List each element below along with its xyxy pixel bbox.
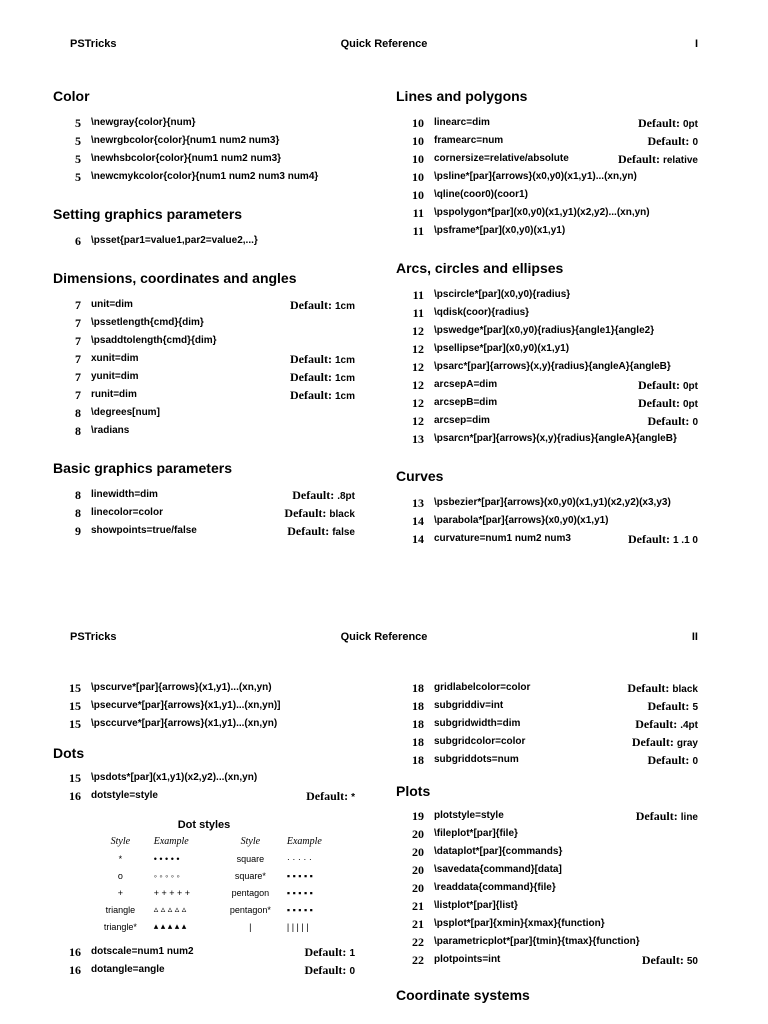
page-ref-number: 12 <box>412 378 424 392</box>
section-title: Arcs, circles and ellipses <box>396 260 564 276</box>
section-title: Lines and polygons <box>396 88 528 104</box>
page-ref-number: 22 <box>412 935 424 949</box>
default-text: 1cm <box>334 355 355 366</box>
page-ref-number: 20 <box>412 863 424 877</box>
command-syntax: \newrgbcolor{color}{num1 num2 num3} <box>91 135 280 146</box>
command-syntax: \listplot*[par]{list} <box>434 900 518 911</box>
default-label: Default: <box>638 116 683 130</box>
command-syntax: \psccurve*[par]{arrows}(x1,y1)...(xn,yn) <box>91 718 278 729</box>
default-text: 0pt <box>683 381 698 392</box>
page-header <box>70 631 698 647</box>
command-syntax: \pspolygon*[par](x0,y0)(x1,y1)(x2,y2)...(xn,yn) <box>434 207 650 218</box>
reference-entry <box>53 296 355 314</box>
dot-styles-title: Dot styles <box>177 819 231 831</box>
page-ref-number: 21 <box>412 899 424 913</box>
default-value <box>290 368 355 388</box>
dot-style-name: | <box>249 921 252 932</box>
command-syntax: subgriddiv=int <box>434 700 504 711</box>
default-label: Default: <box>304 945 350 959</box>
reference-entry <box>396 933 698 951</box>
default-label: Default: <box>647 753 693 767</box>
default-value <box>636 807 698 827</box>
dot-styles-table <box>93 833 355 935</box>
dot-style-name: + <box>117 887 123 898</box>
dot-style-example: + + + + + <box>153 887 191 898</box>
reference-entry <box>53 150 355 168</box>
default-text: 1 .1 0 <box>672 535 698 546</box>
command-syntax: \radians <box>91 425 130 436</box>
reference-entry <box>396 879 698 897</box>
page1-right-column <box>396 86 698 548</box>
default-value <box>647 412 698 432</box>
default-value <box>618 150 698 170</box>
command-syntax: unit=dim <box>91 299 133 310</box>
reference-entry <box>396 412 698 430</box>
page-ref-number: 12 <box>412 360 424 374</box>
default-text: black <box>329 509 355 520</box>
default-text: 0 <box>692 756 698 767</box>
page-ref-number: 14 <box>412 514 424 528</box>
default-value <box>292 486 355 506</box>
dot-style-name: square <box>236 853 265 864</box>
command-syntax: arcsepB=dim <box>434 397 498 408</box>
page-ref-number: 13 <box>412 496 424 510</box>
command-syntax: linecolor=color <box>91 507 163 518</box>
default-label: Default: <box>292 488 338 502</box>
reference-entry <box>396 114 698 132</box>
reference-entry <box>396 186 698 204</box>
reference-entry <box>396 733 698 751</box>
command-syntax: \psecurve*[par]{arrows}(x1,y1)...(xn,yn)] <box>91 700 281 711</box>
reference-entry <box>53 368 355 386</box>
default-value <box>638 376 698 396</box>
reference-entry <box>396 222 698 240</box>
command-syntax: framearc=num <box>434 135 504 146</box>
page-ref-number: 5 <box>75 170 81 184</box>
default-value <box>306 787 355 807</box>
reference-entry <box>53 386 355 404</box>
page-ref-number: 5 <box>75 134 81 148</box>
table-row <box>93 884 355 901</box>
command-syntax: \qline(coor0)(coor1) <box>434 189 528 200</box>
reference-entry <box>396 322 698 340</box>
reference-entry <box>53 522 355 540</box>
reference-entry <box>396 304 698 322</box>
reference-entry <box>53 715 355 733</box>
page-ref-number: 16 <box>69 945 81 959</box>
page-ref-number: 5 <box>75 116 81 130</box>
reference-entry <box>53 961 355 979</box>
command-syntax: \qdisk(coor){radius} <box>434 307 530 318</box>
page-header <box>70 38 698 54</box>
reference-entry <box>396 951 698 969</box>
reference-entry <box>53 332 355 350</box>
command-syntax: \savedata{command}[data] <box>434 864 562 875</box>
default-text: false <box>332 527 355 538</box>
page-ref-number: 8 <box>75 406 81 420</box>
column-header: Example <box>153 836 189 847</box>
default-text: * <box>351 792 355 803</box>
default-label: Default: <box>638 378 683 392</box>
page-ref-number: 7 <box>75 352 81 366</box>
default-text: black <box>672 684 698 695</box>
page-ref-number: 6 <box>75 234 81 248</box>
page-ref-number: 11 <box>412 288 424 302</box>
reference-entry <box>396 150 698 168</box>
command-syntax: \readdata{command}{file} <box>434 882 556 893</box>
page-ref-number: 14 <box>412 532 424 546</box>
page-ref-number: 7 <box>75 316 81 330</box>
command-syntax: \psbezier*[par]{arrows}(x0,y0)(x1,y1)(x2,y2)(x3,y3) <box>434 497 671 508</box>
page-ref-number: 12 <box>412 396 424 410</box>
reference-entry <box>396 358 698 376</box>
page-ref-number: 21 <box>412 917 424 931</box>
reference-entry <box>53 697 355 715</box>
command-syntax: \psline*[par]{arrows}(x0,y0)(x1,y1)...(xn,yn) <box>434 171 637 182</box>
command-syntax: \fileplot*[par]{file} <box>434 828 518 839</box>
command-syntax: subgriddots=num <box>434 754 519 765</box>
reference-entry <box>53 132 355 150</box>
section-title: Dots <box>53 745 85 761</box>
default-text: 1cm <box>334 391 355 402</box>
section-title: Color <box>53 88 90 104</box>
page-ref-number: 8 <box>75 488 81 502</box>
command-syntax: \pssetlength{cmd}{dim} <box>91 317 204 328</box>
dot-style-example: ▪ ▪ ▪ ▪ ▪ <box>286 904 313 915</box>
command-syntax: \pscircle*[par](x0,y0){radius} <box>434 289 571 300</box>
page-2 <box>0 590 768 1024</box>
reference-entry <box>53 350 355 368</box>
page-ref-number: 20 <box>412 827 424 841</box>
page-ref-number: 12 <box>412 342 424 356</box>
reference-entry <box>396 530 698 548</box>
page-ref-number: 9 <box>75 524 81 538</box>
reference-entry <box>396 807 698 825</box>
default-value <box>647 132 698 152</box>
header-left: PSTricks <box>70 631 117 643</box>
command-syntax: \dataplot*[par]{commands} <box>434 846 563 857</box>
header-left: PSTricks <box>70 38 117 50</box>
reference-entry <box>53 314 355 332</box>
reference-entry <box>396 132 698 150</box>
command-syntax: arcsep=dim <box>434 415 490 426</box>
page-ref-number: 7 <box>75 334 81 348</box>
default-value <box>647 697 698 717</box>
command-syntax: \psplot*[par]{xmin}{xmax}{function} <box>434 918 605 929</box>
command-syntax: runit=dim <box>91 389 137 400</box>
page-ref-number: 16 <box>69 963 81 977</box>
command-syntax: subgridcolor=color <box>434 736 526 747</box>
command-syntax: yunit=dim <box>91 371 139 382</box>
page-ref-number: 15 <box>69 717 81 731</box>
header-center: Quick Reference <box>340 38 428 50</box>
reference-entry <box>396 512 698 530</box>
default-value <box>627 679 698 699</box>
default-label: Default: <box>647 414 693 428</box>
default-text: line <box>680 812 698 823</box>
default-value <box>628 530 698 550</box>
default-label: Default: <box>287 524 333 538</box>
column-header: Style <box>110 836 131 847</box>
command-syntax: gridlabelcolor=color <box>434 682 531 693</box>
section-title: Curves <box>396 468 444 484</box>
page-ref-number: 11 <box>412 206 424 220</box>
default-value <box>632 733 698 753</box>
section-title: Coordinate systems <box>396 987 530 1003</box>
default-text: .8pt <box>337 491 355 502</box>
command-syntax: dotscale=num1 num2 <box>91 946 194 957</box>
page-ref-number: 12 <box>412 324 424 338</box>
default-label: Default: <box>304 963 350 977</box>
page-ref-number: 7 <box>75 370 81 384</box>
default-label: Default: <box>635 809 681 823</box>
section-title: Dimensions, coordinates and angles <box>53 270 297 286</box>
default-text: 1 <box>349 948 355 959</box>
default-label: Default: <box>306 789 352 803</box>
page-ref-number: 11 <box>412 306 424 320</box>
command-syntax: linewidth=dim <box>91 489 158 500</box>
page-ref-number: 8 <box>75 506 81 520</box>
default-text: 50 <box>686 956 698 967</box>
page2-right-column <box>396 679 698 1005</box>
reference-entry <box>53 486 355 504</box>
default-label: Default: <box>617 152 663 166</box>
page-ref-number: 18 <box>412 681 424 695</box>
page-ref-number: 10 <box>412 152 424 166</box>
default-label: Default: <box>647 134 693 148</box>
command-syntax: \newgray{color}{num} <box>91 117 196 128</box>
reference-entry <box>396 430 698 448</box>
default-label: Default: <box>289 370 335 384</box>
page-ref-number: 10 <box>412 170 424 184</box>
default-value <box>635 715 698 735</box>
page-ref-number: 10 <box>412 188 424 202</box>
reference-entry <box>53 168 355 186</box>
command-syntax: curvature=num1 num2 num3 <box>434 533 571 544</box>
default-value <box>304 961 355 981</box>
command-syntax: showpoints=true/false <box>91 525 197 536</box>
command-syntax: subgridwidth=dim <box>434 718 521 729</box>
section-title: Plots <box>396 783 431 799</box>
default-value <box>290 386 355 406</box>
reference-entry <box>396 168 698 186</box>
command-syntax: arcsepA=dim <box>434 379 498 390</box>
reference-entry <box>53 679 355 697</box>
default-text: relative <box>662 155 698 166</box>
reference-entry <box>396 697 698 715</box>
dot-style-name: triangle <box>105 904 136 915</box>
command-syntax: cornersize=relative/absolute <box>434 153 569 164</box>
page-ref-number: 7 <box>75 298 81 312</box>
command-syntax: \pswedge*[par](x0,y0){radius}{angle1}{angle2} <box>434 325 655 336</box>
page-ref-number: 15 <box>69 771 81 785</box>
page-ref-number: 16 <box>69 789 81 803</box>
reference-entry <box>396 861 698 879</box>
page-ref-number: 20 <box>412 845 424 859</box>
reference-entry <box>396 715 698 733</box>
dot-style-name: * <box>118 853 123 864</box>
default-label: Default: <box>627 532 673 546</box>
reference-entry <box>396 286 698 304</box>
command-syntax: \psset{par1=value1,par2=value2,...} <box>91 235 258 246</box>
reference-entry <box>396 843 698 861</box>
dot-style-example: ▴ ▴ ▴ ▴ ▴ <box>153 921 187 931</box>
default-text: 1cm <box>334 373 355 384</box>
command-syntax: \parametricplot*[par]{tmin}{tmax}{function} <box>434 936 640 947</box>
page1-left-column <box>53 86 355 540</box>
table-row <box>93 867 355 884</box>
default-label: Default: <box>638 396 683 410</box>
reference-entry <box>53 114 355 132</box>
command-syntax: plotpoints=int <box>434 954 501 965</box>
page-ref-number: 7 <box>75 388 81 402</box>
default-value <box>290 296 355 316</box>
page-ref-number: 19 <box>412 809 424 823</box>
table-row <box>93 918 355 935</box>
command-syntax: \newcmykcolor{color}{num1 num2 num3 num4} <box>91 171 319 182</box>
command-syntax: \psellipse*[par](x0,y0)(x1,y1) <box>434 343 570 354</box>
table-header-row <box>93 833 355 850</box>
column-header: Style <box>240 836 261 847</box>
default-value <box>647 751 698 771</box>
reference-entry <box>396 340 698 358</box>
column-header: Example <box>286 836 322 847</box>
reference-entry <box>53 232 355 250</box>
reference-entry <box>396 897 698 915</box>
default-label: Default: <box>635 717 681 731</box>
page-ref-number: 12 <box>412 414 424 428</box>
header-center: Quick Reference <box>340 631 428 643</box>
default-text: 0 <box>349 966 355 977</box>
page-ref-number: 18 <box>412 735 424 749</box>
default-value <box>638 114 698 134</box>
page2-left-column <box>53 679 355 979</box>
reference-entry <box>396 394 698 412</box>
dot-style-example: • • • • • <box>153 853 180 864</box>
section-title: Setting graphics parameters <box>53 206 243 222</box>
default-text: 0 <box>692 137 698 148</box>
page-ref-number: 15 <box>69 681 81 695</box>
page-ref-number: 15 <box>69 699 81 713</box>
command-syntax: plotstyle=style <box>434 810 504 821</box>
command-syntax: \psframe*[par](x0,y0)(x1,y1) <box>434 225 566 236</box>
command-syntax: dotangle=angle <box>91 964 165 975</box>
dot-style-example: · · · · · <box>286 853 312 864</box>
page-ref-number: 11 <box>412 224 424 238</box>
reference-entry <box>396 376 698 394</box>
header-page-number: II <box>691 631 698 643</box>
default-label: Default: <box>289 298 335 312</box>
dot-style-name: triangle* <box>103 921 137 932</box>
page-ref-number: 10 <box>412 134 424 148</box>
reference-entry <box>53 943 355 961</box>
command-syntax: xunit=dim <box>91 353 139 364</box>
dot-style-example: ▪ ▪ ▪ ▪ ▪ <box>286 887 313 898</box>
default-value <box>284 504 355 524</box>
default-label: Default: <box>627 681 673 695</box>
reference-entry <box>396 751 698 769</box>
default-text: 0 <box>692 417 698 428</box>
default-value <box>638 394 698 414</box>
default-label: Default: <box>284 506 330 520</box>
default-value <box>304 943 355 963</box>
default-label: Default: <box>647 699 693 713</box>
page-ref-number: 10 <box>412 116 424 130</box>
reference-entry <box>396 915 698 933</box>
dot-style-name: square* <box>234 870 266 881</box>
page-ref-number: 13 <box>412 432 424 446</box>
dot-style-name: o <box>117 870 123 881</box>
reference-entry <box>396 825 698 843</box>
default-text: 0pt <box>683 399 698 410</box>
page-ref-number: 18 <box>412 717 424 731</box>
command-syntax: \psdots*[par](x1,y1)(x2,y2)...(xn,yn) <box>91 772 258 783</box>
default-value <box>642 951 698 971</box>
reference-entry <box>396 494 698 512</box>
reference-entry <box>53 787 355 805</box>
command-syntax: dotstyle=style <box>91 790 158 801</box>
default-label: Default: <box>289 352 335 366</box>
table-row <box>93 850 355 867</box>
reference-entry <box>53 404 355 422</box>
page-ref-number: 18 <box>412 753 424 767</box>
command-syntax: \psarc*[par]{arrows}(x,y){radius}{angleA}{angleB} <box>434 361 671 372</box>
section-title: Basic graphics parameters <box>53 460 232 476</box>
page-ref-number: 18 <box>412 699 424 713</box>
page-ref-number: 8 <box>75 424 81 438</box>
header-page-number: I <box>694 38 698 50</box>
dot-style-example: ▵ ▵ ▵ ▵ ▵ <box>153 904 187 914</box>
default-text: gray <box>676 738 698 749</box>
default-text: 1cm <box>334 301 355 312</box>
default-value <box>287 522 355 542</box>
reference-entry <box>53 422 355 440</box>
dot-style-name: pentagon <box>231 887 270 898</box>
command-syntax: \degrees[num] <box>91 407 160 418</box>
command-syntax: \pscurve*[par]{arrows}(x1,y1)...(xn,yn) <box>91 682 272 693</box>
default-label: Default: <box>289 388 335 402</box>
dot-style-example: ◦ ◦ ◦ ◦ ◦ <box>153 870 180 881</box>
default-value <box>290 350 355 370</box>
command-syntax: \newhsbcolor{color}{num1 num2 num3} <box>91 153 282 164</box>
page-ref-number: 22 <box>412 953 424 967</box>
page-ref-number: 20 <box>412 881 424 895</box>
table-row <box>93 901 355 918</box>
command-syntax: \psarcn*[par]{arrows}(x,y){radius}{angleA}{angleB} <box>434 433 677 444</box>
reference-entry <box>396 204 698 222</box>
page-ref-number: 5 <box>75 152 81 166</box>
dot-style-example: | | | | | <box>286 921 309 932</box>
dot-style-name: pentagon* <box>229 904 271 915</box>
default-text: 5 <box>692 702 698 713</box>
default-label: Default: <box>641 953 687 967</box>
command-syntax: \parabola*[par]{arrows}(x0,y0)(x1,y1) <box>434 515 609 526</box>
default-text: .4pt <box>680 720 698 731</box>
reference-entry <box>396 679 698 697</box>
reference-entry <box>53 504 355 522</box>
command-syntax: \psaddtolength{cmd}{dim} <box>91 335 217 346</box>
reference-entry <box>53 769 355 787</box>
command-syntax: linearc=dim <box>434 117 490 128</box>
default-label: Default: <box>631 735 677 749</box>
dot-style-example: ▪ ▪ ▪ ▪ ▪ <box>286 870 313 881</box>
default-text: 0pt <box>683 119 698 130</box>
